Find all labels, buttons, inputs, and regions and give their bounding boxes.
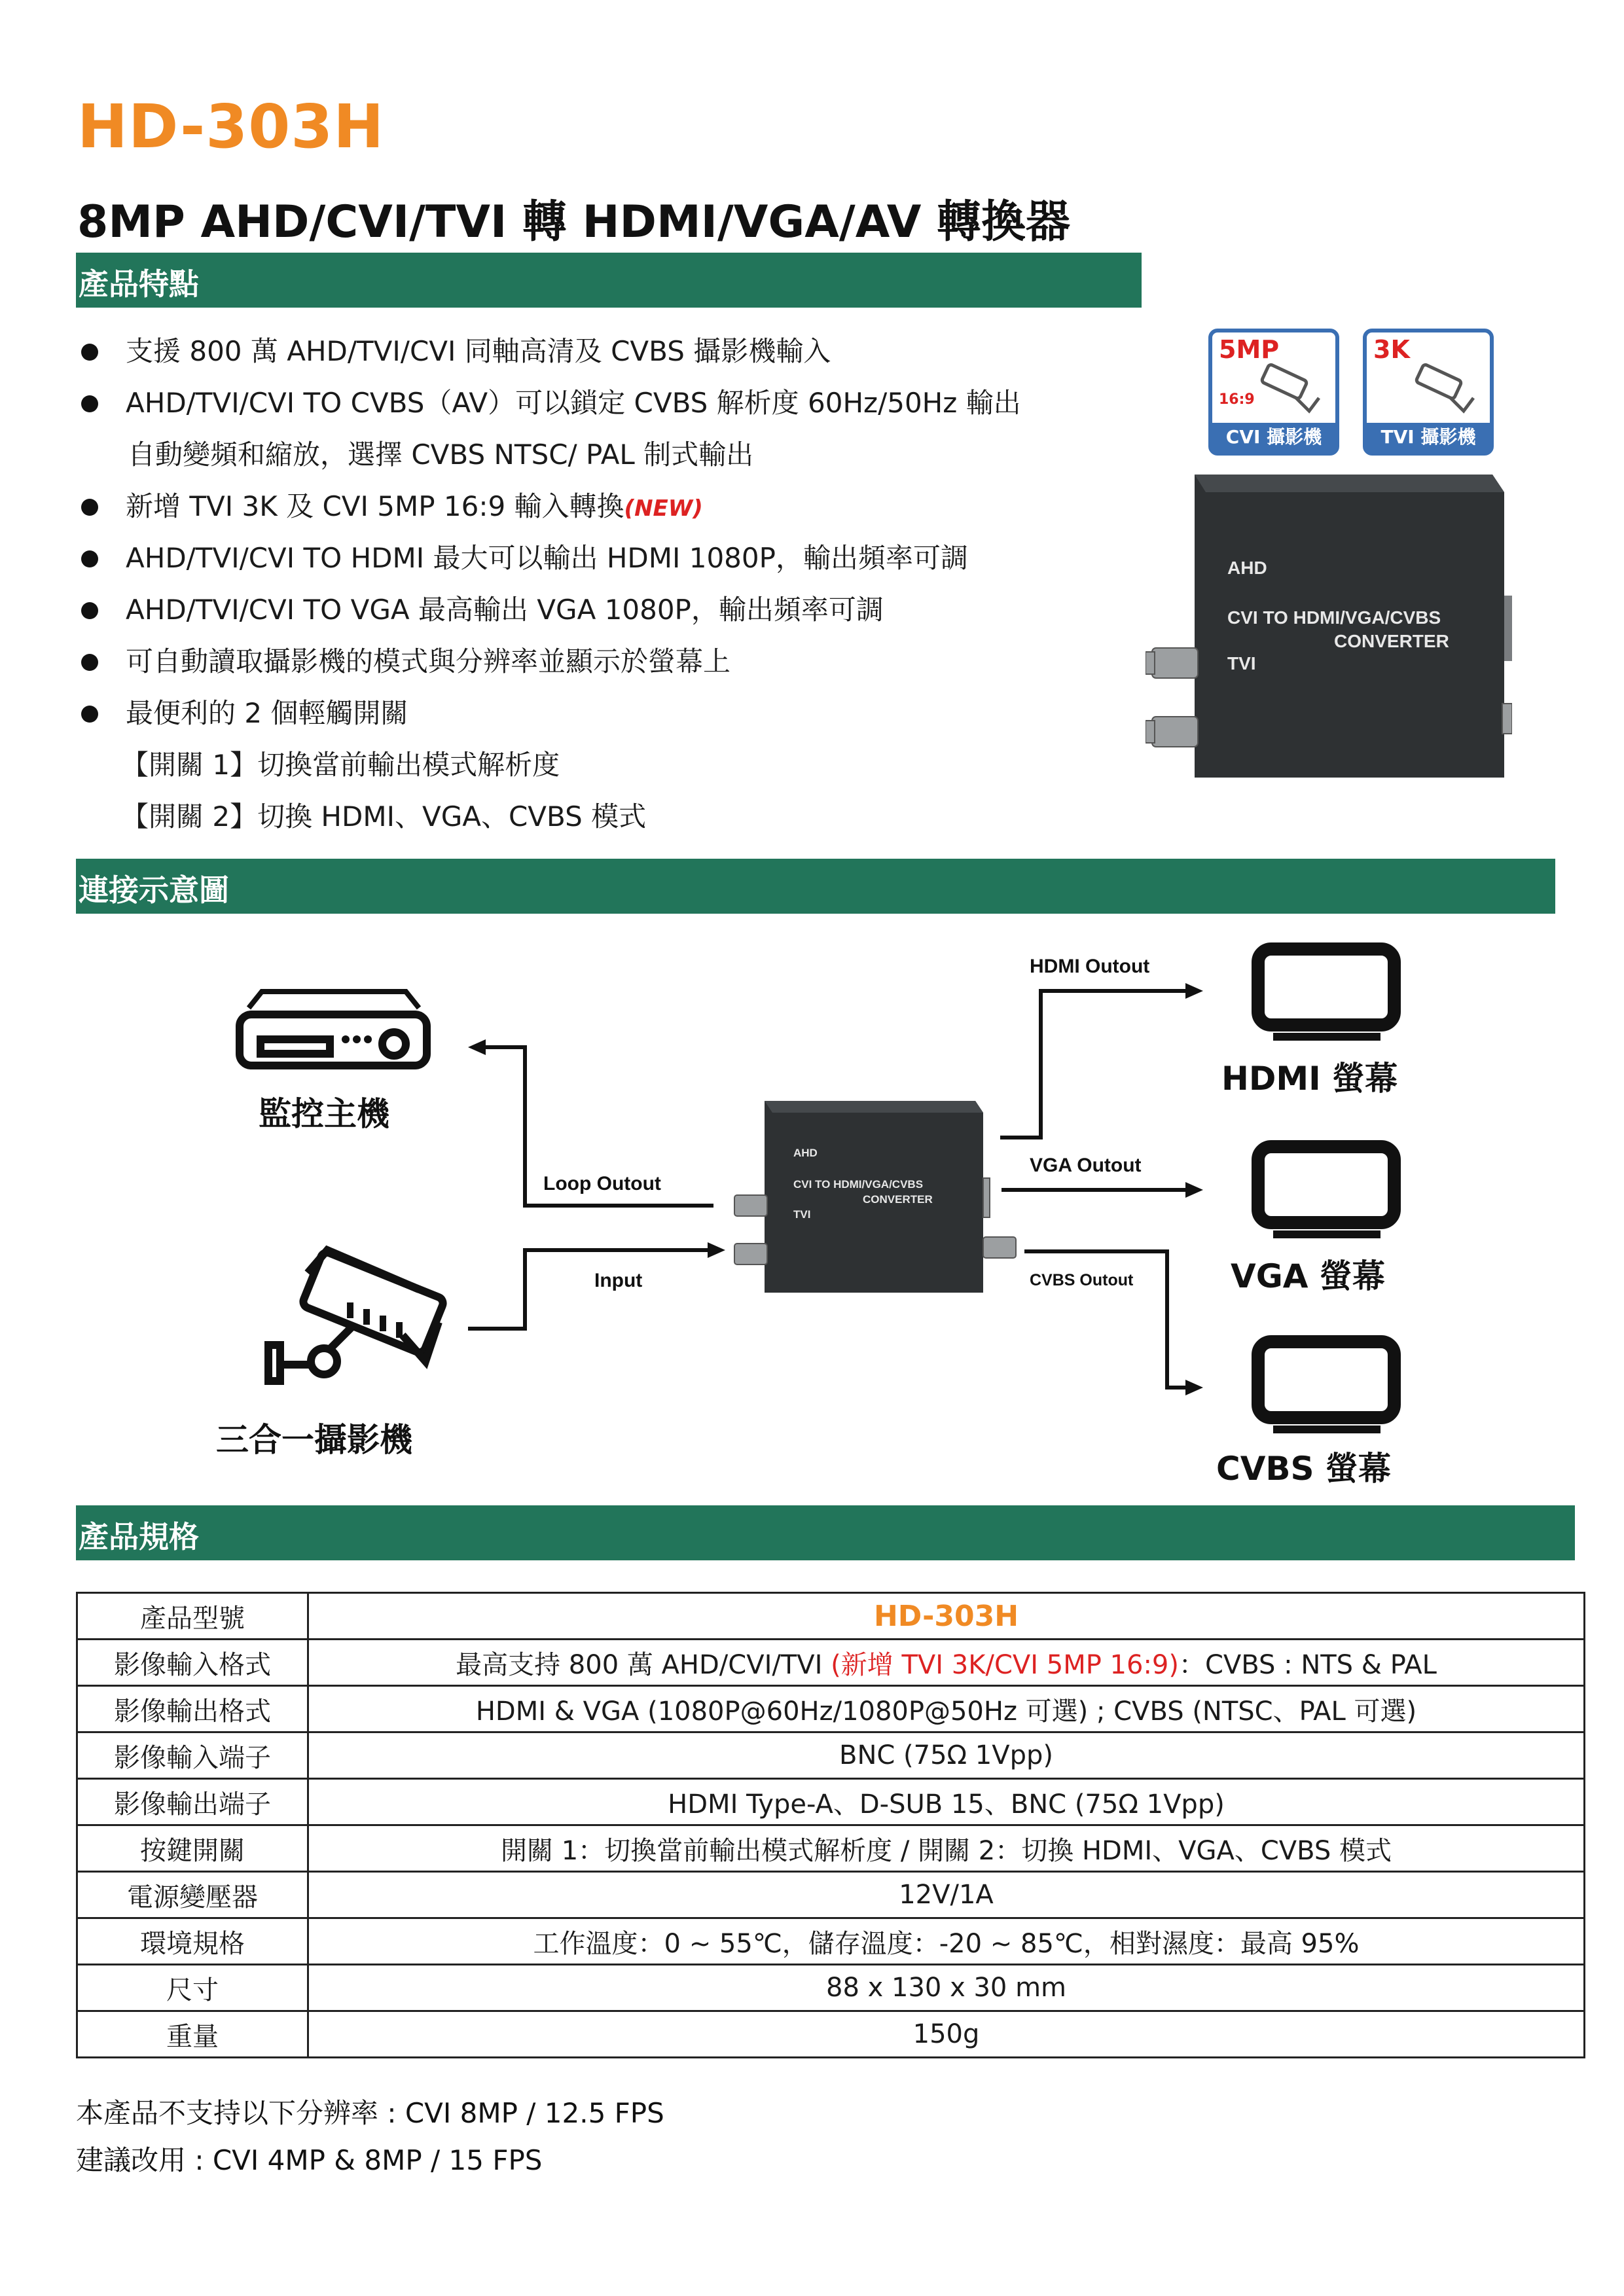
section-bar-features	[76, 253, 1142, 308]
feature-item-continued: 自動變頻和縮放，選擇 CVBS NTSC/ PAL 制式輸出	[128, 439, 754, 471]
bullet-icon	[81, 654, 98, 671]
cvbs-output-label: CVBS Outout	[1030, 1271, 1134, 1289]
device-label-cvi: CVI TO HDMI/VGA/CVBS	[1227, 607, 1441, 628]
product-photo	[1146, 458, 1512, 785]
badge-cvi-5mp: 5MP 16:9 CVI 攝影機	[1208, 329, 1339, 456]
vga-screen-label: VGA 螢幕	[1231, 1257, 1385, 1295]
device-label-tvi: TVI	[793, 1208, 811, 1221]
badge-tvi-3k: 3K TVI 攝影機	[1363, 329, 1494, 456]
note-suggestion: 建議改用 : CVI 4MP & 8MP / 15 FPS	[76, 2144, 543, 2176]
table-row: 尺寸 88 x 130 x 30 mm	[77, 1965, 1585, 2011]
input-label: Input	[594, 1270, 643, 1291]
feature-item: 最便利的 2 個輕觸開關	[77, 692, 408, 731]
bullet-icon	[81, 602, 98, 619]
monitor-icon	[1258, 949, 1394, 1025]
device-label-cvi: CVI TO HDMI/VGA/CVBS	[793, 1178, 924, 1191]
camera-label: 三合一攝影機	[216, 1421, 412, 1459]
table-row: 產品型號 HD-303H	[77, 1593, 1585, 1640]
bullet-icon	[81, 395, 98, 412]
switch-2-description: 【開關 2】切換 HDMI、VGA、CVBS 模式	[121, 800, 647, 833]
table-row: 影像輸出格式 HDMI & VGA (1080P@60Hz/1080P@50Hz 可選) ; CVBS (NTSC、PAL 可選)	[77, 1686, 1585, 1732]
device-label-ahd: AHD	[1227, 558, 1267, 578]
cvbs-screen-label: CVBS 螢幕	[1216, 1450, 1391, 1488]
monitor-icon	[1258, 1342, 1394, 1418]
feature-item: AHD/TVI/CVI TO CVBS（AV）可以鎖定 CVBS 解析度 60Hz/50Hz 輸出	[77, 382, 1021, 421]
feature-item: 可自動讀取攝影機的模式與分辨率並顯示於螢幕上	[77, 640, 731, 679]
table-row: 影像輸入格式 最高支持 800 萬 AHD/CVI/TVI (新增 TVI 3K/CVI 5MP 16:9)：CVBS : NTS & PAL	[77, 1640, 1585, 1686]
dvr-label: 監控主機	[259, 1095, 389, 1133]
new-tag: (NEW)	[624, 495, 703, 522]
section-bar-diagram	[76, 859, 1555, 914]
feature-item: 支援 800 萬 AHD/TVI/CVI 同軸高清及 CVBS 攝影機輸入	[77, 330, 831, 369]
table-row: 影像輸入端子 BNC (75Ω 1Vpp)	[77, 1732, 1585, 1779]
hdmi-output-label: HDMI Outout	[1030, 956, 1150, 977]
table-row: 按鍵開關 開關 1：切換當前輸出模式解析度 / 開關 2：切換 HDMI、VGA、CVBS 模式	[77, 1825, 1585, 1872]
camera-icon	[268, 1250, 445, 1381]
spec-table	[76, 1592, 1585, 2058]
camera-icon	[1411, 359, 1483, 418]
device-label-converter: CONVERTER	[863, 1193, 933, 1206]
bullet-icon	[81, 344, 98, 361]
device-label-ahd: AHD	[793, 1147, 818, 1159]
table-row: 重量 150g	[77, 2011, 1585, 2058]
loop-output-label: Loop Outout	[543, 1173, 661, 1194]
feature-item: AHD/TVI/CVI TO HDMI 最大可以輸出 HDMI 1080P，輸出頻率可調	[77, 537, 968, 576]
switch-1-description: 【開關 1】切換當前輸出模式解析度	[121, 749, 560, 781]
section-bar-specs	[76, 1505, 1575, 1560]
bullet-icon	[81, 706, 98, 723]
product-subtitle: 8MP AHD/CVI/TVI 轉 HDMI/VGA/AV 轉換器	[77, 196, 1071, 248]
section-title-diagram: 連接示意圖	[79, 872, 229, 908]
table-row: 環境規格 工作溫度：0 ~ 55℃，儲存溫度：-20 ~ 85℃，相對濕度：最高 95%	[77, 1918, 1585, 1965]
section-title-features: 產品特點	[79, 266, 199, 302]
feature-item: 新增 TVI 3K 及 CVI 5MP 16:9 輸入轉換(NEW)	[77, 485, 703, 524]
table-row: 電源變壓器 12V/1A	[77, 1872, 1585, 1918]
bullet-icon	[81, 499, 98, 516]
vga-output-label: VGA Outout	[1030, 1155, 1142, 1176]
camera-icon	[1257, 359, 1329, 418]
monitor-icon	[1258, 1147, 1394, 1223]
feature-item: AHD/TVI/CVI TO VGA 最高輸出 VGA 1080P，輸出頻率可調	[77, 588, 884, 628]
note-unsupported: 本產品不支持以下分辨率 : CVI 8MP / 12.5 FPS	[76, 2097, 664, 2129]
device-label-converter: CONVERTER	[1334, 631, 1449, 651]
bullet-icon	[81, 550, 98, 567]
dvr-icon	[240, 992, 427, 1066]
device-label-tvi: TVI	[1227, 653, 1256, 673]
section-title-specs: 產品規格	[79, 1519, 199, 1554]
table-row: 影像輸出端子 HDMI Type-A、D-SUB 15、BNC (75Ω 1Vpp)	[77, 1779, 1585, 1825]
product-model-title: HD-303H	[77, 92, 385, 162]
hdmi-screen-label: HDMI 螢幕	[1221, 1060, 1398, 1098]
